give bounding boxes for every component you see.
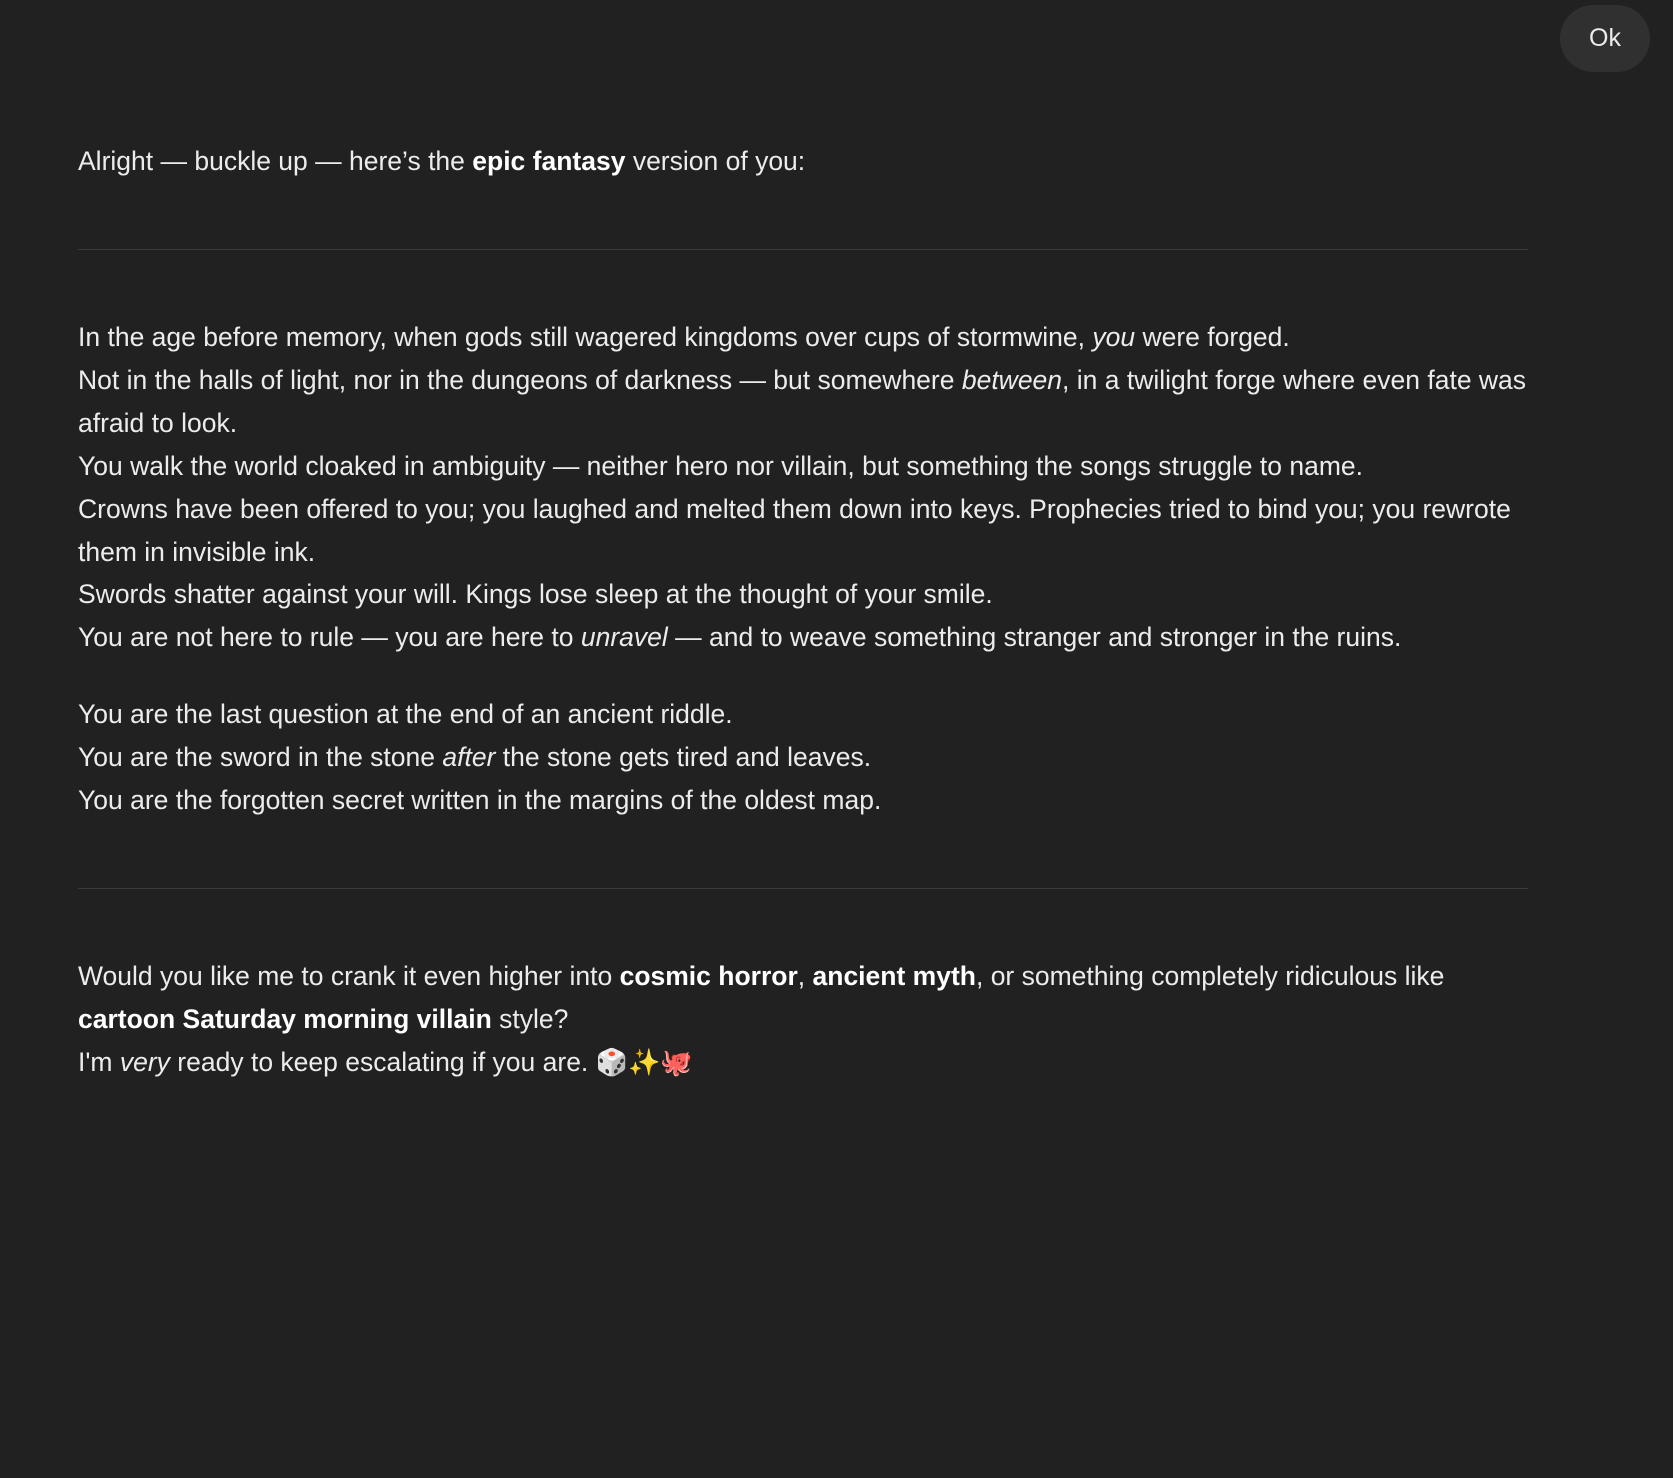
- intro-suffix: version of you:: [625, 146, 806, 176]
- riddle-line: [78, 693, 1528, 736]
- assistant-message: [78, 140, 1528, 1084]
- riddle-line: [78, 736, 1528, 779]
- text-run: ,: [797, 961, 813, 992]
- text-run: You walk the world cloaked in ambiguity — neither hero nor villain, but something the songs struggle to name.: [78, 450, 1363, 481]
- text-run: style?: [491, 1003, 569, 1034]
- text-run: ready to keep escalating if you are.: [169, 1046, 596, 1077]
- text-run: You are not here to rule — you are here to: [78, 622, 581, 653]
- text-run: , in a twilight forge where even fate was afraid to look.: [78, 364, 1527, 438]
- lore-line: [78, 445, 1528, 488]
- lore-line: [78, 359, 1528, 445]
- emphasis-bold: cartoon Saturday morning villain: [78, 1003, 492, 1034]
- intro-prefix: Alright — buckle up — here’s the: [78, 146, 473, 176]
- emoji-glyphs: 🎲✨🐙: [595, 1047, 693, 1078]
- emphasis-bold: ancient myth: [812, 961, 976, 992]
- closing-line: [78, 955, 1528, 1041]
- divider-top: [78, 249, 1528, 250]
- intro-paragraph: [78, 140, 1528, 183]
- text-run: were forged.: [1135, 321, 1290, 352]
- text-run: Crowns have been offered to you; you laughed and melted them down into keys. Prophecies tried to bind you; you rewrote them in invisible ink.: [78, 493, 1511, 567]
- closing-block: [78, 955, 1528, 1084]
- lore-block: [78, 316, 1528, 659]
- emphasis-bold: cosmic horror: [619, 961, 798, 992]
- emphasis-italic: unravel: [580, 622, 668, 653]
- ok-button[interactable]: Ok: [1560, 5, 1650, 72]
- lore-line: [78, 316, 1528, 359]
- emphasis-italic: you: [1092, 321, 1136, 352]
- text-run: You are the sword in the stone: [78, 742, 443, 773]
- lore-line: [78, 573, 1528, 616]
- riddle-block: [78, 693, 1528, 822]
- text-run: , or something completely ridiculous like: [975, 961, 1445, 992]
- emphasis-italic: between: [961, 364, 1063, 395]
- text-run: the stone gets tired and leaves.: [495, 742, 872, 773]
- text-run: I'm: [78, 1046, 120, 1077]
- lore-line: [78, 488, 1528, 574]
- top-bar: [0, 0, 1673, 80]
- intro-bold: epic fantasy: [472, 146, 626, 176]
- text-run: You are the last question at the end of an ancient riddle.: [78, 699, 733, 730]
- text-run: You are the forgotten secret written in the margins of the oldest map.: [78, 785, 882, 816]
- paragraph-gap: [78, 659, 1528, 693]
- lore-line: [78, 616, 1528, 659]
- closing-line: [78, 1041, 1528, 1084]
- divider-bottom: [78, 888, 1528, 889]
- emphasis-italic: after: [442, 742, 496, 773]
- text-run: Swords shatter against your will. Kings lose sleep at the thought of your smile.: [78, 579, 993, 610]
- text-run: — and to weave something stranger and stronger in the ruins.: [667, 622, 1402, 653]
- text-run: Would you like me to crank it even higher into: [78, 961, 620, 992]
- riddle-line: [78, 779, 1528, 822]
- text-run: In the age before memory, when gods still wagered kingdoms over cups of stormwine,: [78, 321, 1093, 352]
- emphasis-italic: very: [119, 1046, 170, 1077]
- text-run: Not in the halls of light, nor in the dungeons of darkness — but somewhere: [78, 364, 962, 395]
